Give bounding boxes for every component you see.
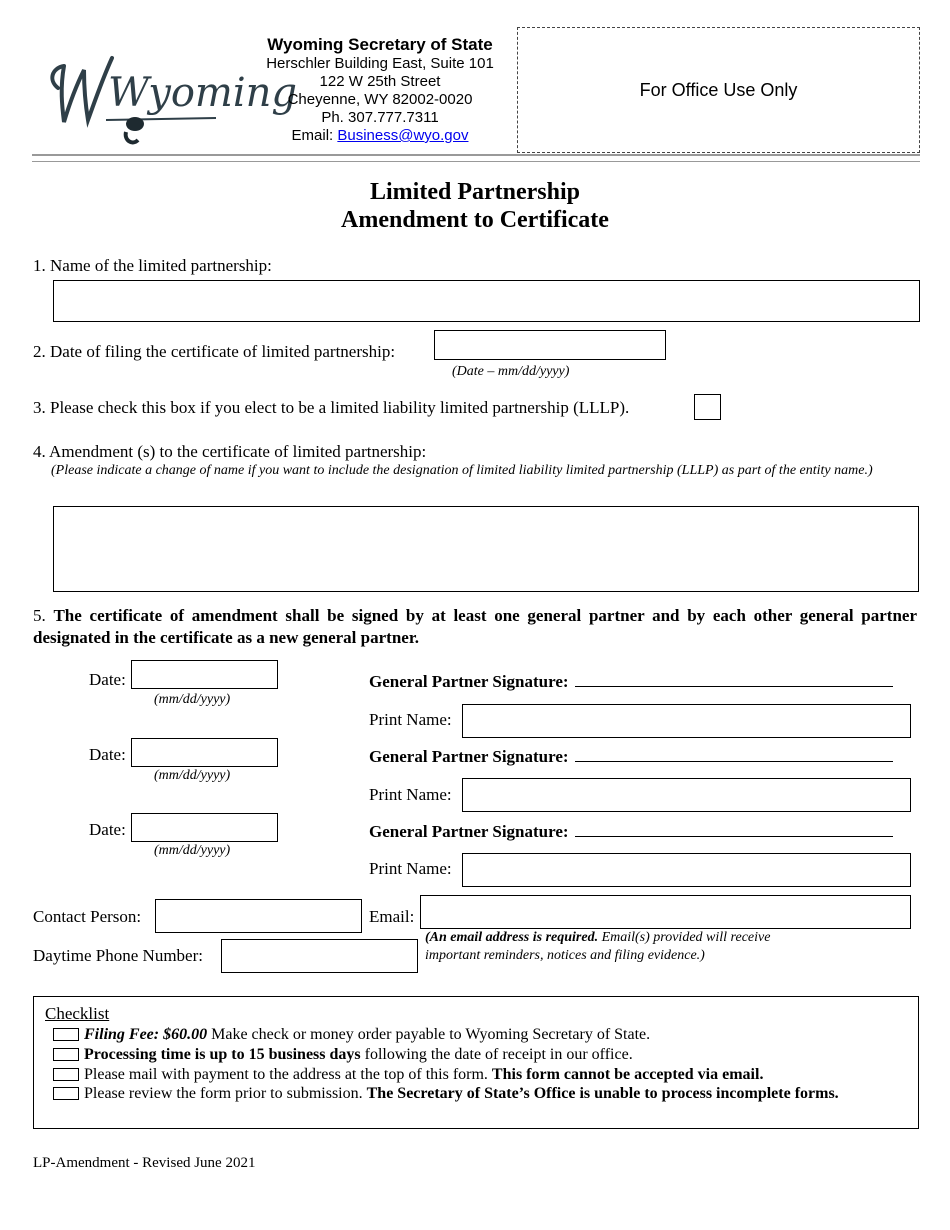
email-label: Email: (291, 127, 338, 144)
email-line (250, 127, 510, 145)
print-name-label-3: Print Name: (369, 859, 452, 878)
date-hint-3: (mm/dd/yyyy) (154, 843, 231, 858)
date-label-2: Date: (89, 745, 126, 764)
contact-email-label: Email: (369, 907, 415, 926)
print-name-label-2: Print Name: (369, 785, 452, 804)
signature-line-2[interactable] (575, 745, 893, 762)
print-name-input-2[interactable] (462, 778, 911, 812)
checklist-item-4: Please review the form prior to submission. The Secretary of State’s Office is unable to process incomplete forms. (84, 1085, 839, 1102)
signature-date-input-2[interactable] (131, 738, 278, 767)
signature-date-input-1[interactable] (131, 660, 278, 689)
office-use-box (517, 27, 920, 153)
item4-label: 4. Amendment (s) to the certificate of limited partnership: (33, 442, 427, 461)
lllp-checkbox[interactable] (694, 394, 721, 420)
form-title (0, 178, 950, 234)
checklist-title: Checklist (45, 1004, 110, 1023)
checklist-checkbox-4[interactable] (53, 1087, 79, 1100)
checklist-checkbox-3[interactable] (53, 1068, 79, 1081)
date-label-3: Date: (89, 820, 126, 839)
signature-date-input-3[interactable] (131, 813, 278, 842)
item5-number: 5. (33, 606, 54, 625)
item1-label: 1. Name of the limited partnership: (33, 256, 272, 275)
title-line1: Limited Partnership (370, 179, 580, 205)
contact-email-input[interactable] (420, 895, 911, 929)
agency-header (250, 34, 510, 145)
date-hint-2: (mm/dd/yyyy) (154, 768, 231, 783)
checklist-item-3: Please mail with payment to the address at the top of this form. This form cannot be accepted via email. (84, 1066, 764, 1083)
item5-statement (33, 605, 917, 649)
item3-label: 3. Please check this box if you elect to be a limited liability limited partnership (LLLP). (33, 398, 630, 417)
agency-email-link[interactable]: Business@wyo.gov (337, 127, 469, 144)
signature-line-3[interactable] (575, 820, 893, 837)
item2-label: 2. Date of filing the certificate of limited partnership: (33, 342, 396, 361)
item5-text: The certificate of amendment shall be signed by at least one general partner and by each other general partner designated in the certificate as a new general partner. (33, 606, 917, 647)
date-hint-1: (mm/dd/yyyy) (154, 692, 231, 707)
header-divider-thin (32, 161, 920, 162)
print-name-input-1[interactable] (462, 704, 911, 738)
address-line1: Herschler Building East, Suite 101 (266, 55, 494, 72)
checklist-checkbox-1[interactable] (53, 1028, 79, 1041)
checklist-box (33, 996, 919, 1129)
signature-line-1[interactable] (575, 670, 893, 687)
signature-label-3: General Partner Signature: (369, 820, 893, 842)
signature-label-1: General Partner Signature: (369, 670, 893, 692)
email-required-note: (An email address is required. Email(s) provided will receive important reminders, notices and filing evidence.) (425, 930, 771, 963)
checklist-checkbox-2[interactable] (53, 1048, 79, 1061)
agency-name: Wyoming Secretary of State (267, 35, 493, 54)
date-label-1: Date: (89, 670, 126, 689)
signature-label-2: General Partner Signature: (369, 745, 893, 767)
logo-text: Wyoming (108, 70, 298, 116)
wyoming-logo (40, 40, 298, 152)
item4-note: (Please indicate a change of name if you want to include the designation of limited liability limited partnership (LLLP) as part of the entity name.) (51, 463, 873, 478)
form-revision-footer: LP-Amendment - Revised June 2021 (33, 1155, 256, 1171)
contact-person-label: Contact Person: (33, 907, 142, 926)
daytime-phone-label: Daytime Phone Number: (33, 946, 203, 965)
address-line2: 122 W 25th Street (319, 73, 441, 90)
contact-person-input[interactable] (155, 899, 362, 933)
daytime-phone-input[interactable] (221, 939, 418, 973)
header-divider (32, 154, 920, 156)
checklist-item-1: Filing Fee: $60.00 Make check or money order payable to Wyoming Secretary of State. (84, 1026, 651, 1043)
filing-date-hint: (Date – mm/dd/yyyy) (452, 364, 570, 379)
print-name-label-1: Print Name: (369, 710, 452, 729)
office-use-label: For Office Use Only (639, 79, 798, 100)
print-name-input-3[interactable] (462, 853, 911, 887)
title-line2: Amendment to Certificate (341, 207, 609, 233)
filing-date-input[interactable] (434, 330, 666, 360)
phone-number: Ph. 307.777.7311 (321, 109, 439, 126)
partnership-name-input[interactable] (53, 280, 920, 322)
amendment-textarea[interactable] (53, 506, 919, 592)
address-line3: Cheyenne, WY 82002-0020 (287, 91, 473, 108)
checklist-item-2: Processing time is up to 15 business days following the date of receipt in our office. (84, 1046, 633, 1063)
